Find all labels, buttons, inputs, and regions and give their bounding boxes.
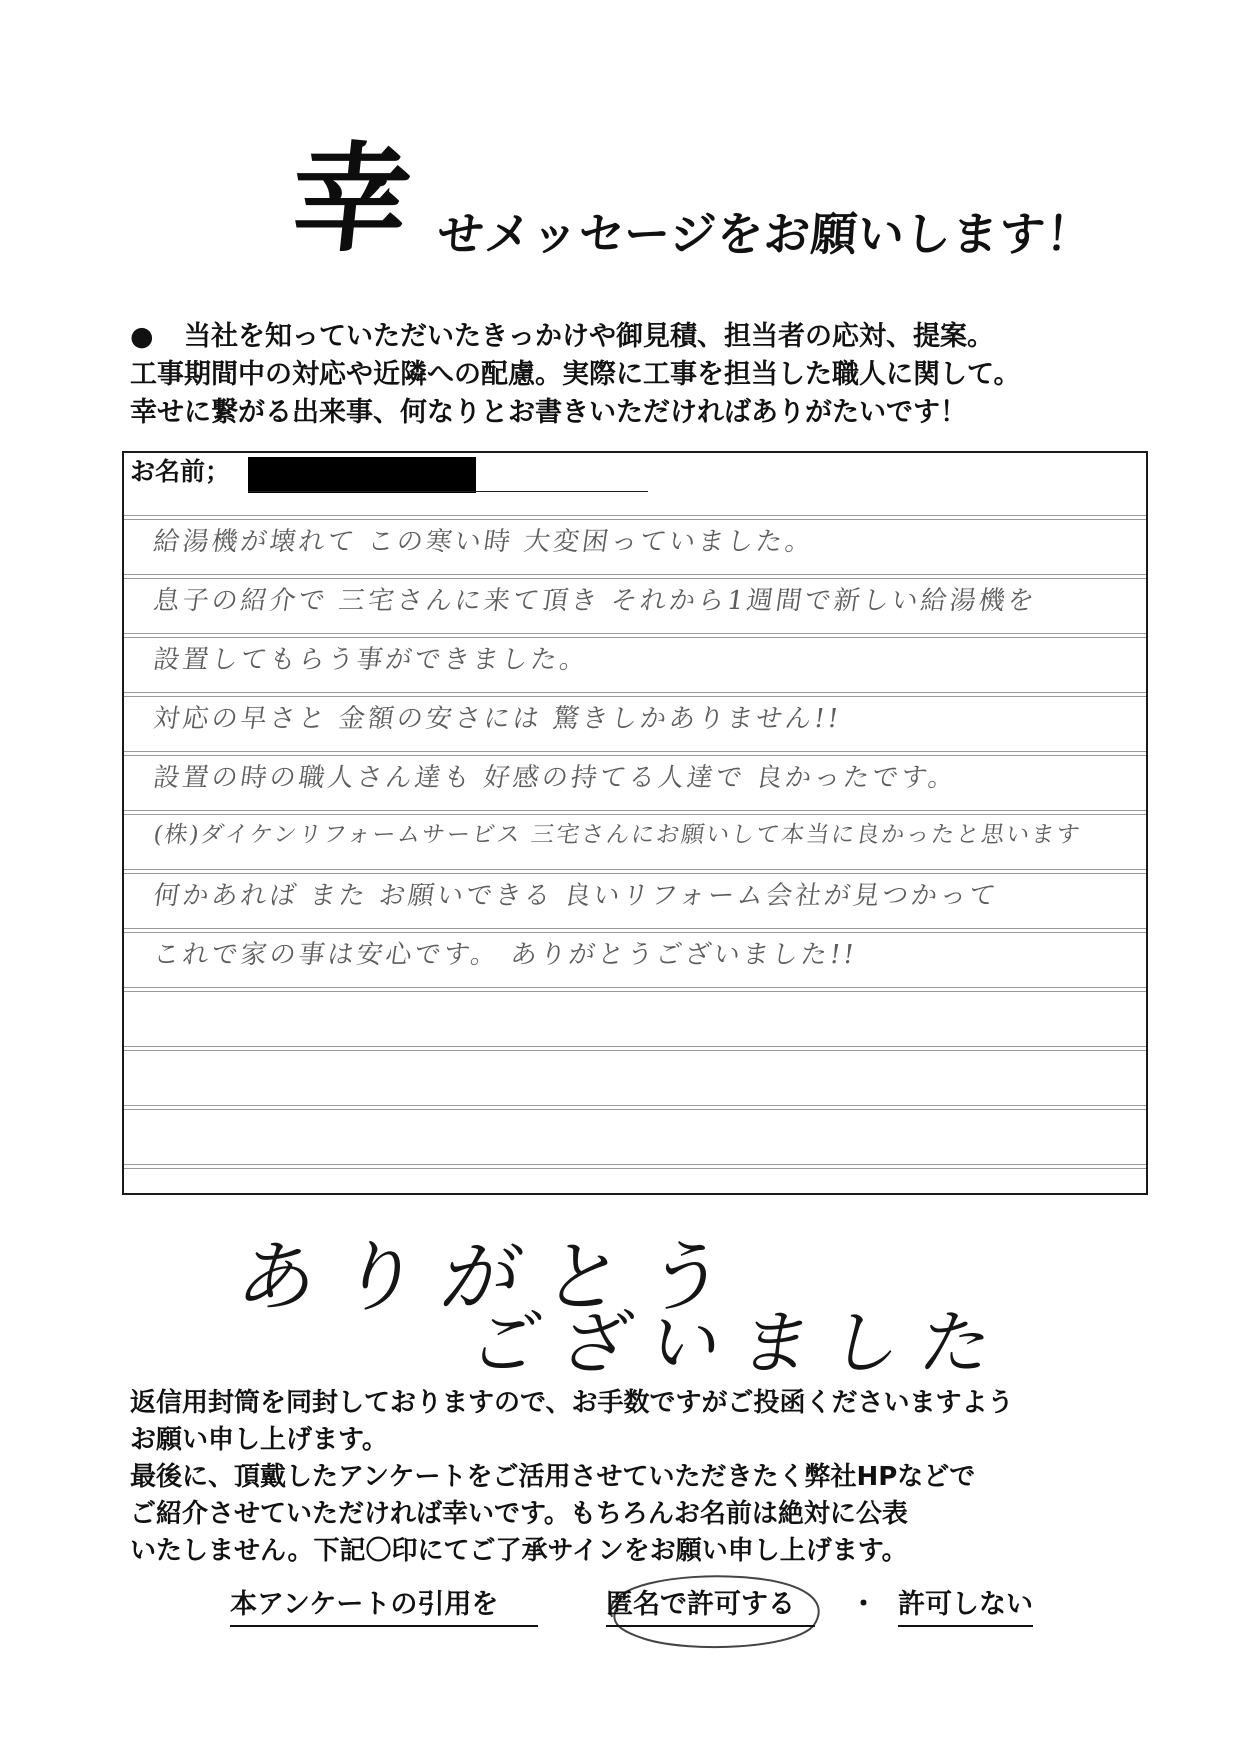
ruled-line	[124, 1046, 1146, 1047]
handwritten-line: 息子の紹介で 三宅さんに来て頂き それから1週間で新しい給湯機を	[151, 586, 1039, 616]
name-underline	[248, 491, 648, 492]
ruled-line	[124, 814, 1146, 815]
bullet-icon: ●	[130, 321, 154, 352]
ruled-line	[124, 1164, 1146, 1165]
thanks-line-1: ありがとう	[230, 1233, 757, 1323]
ruled-line	[124, 574, 1146, 575]
handwritten-line: (株)ダイケンリフォームサービス 三宅さんにお願いして本当に良かったと思います	[151, 822, 1084, 848]
thanks-line-2: ございました	[463, 1302, 1019, 1384]
message-form-box	[122, 451, 1148, 1195]
closing-line: ご紹介させていただければ幸いです。もちろんお名前は絶対に公表	[130, 1499, 908, 1529]
ruled-line	[124, 810, 1146, 811]
option-anonymous-permit[interactable]: 匿名で許可する	[606, 1585, 815, 1627]
name-field	[130, 455, 770, 489]
ruled-line	[124, 1109, 1146, 1110]
ruled-line	[124, 1105, 1146, 1106]
ruled-line	[124, 751, 1146, 752]
consent-label: 本アンケートの引用を	[230, 1585, 538, 1627]
closing-line: 最後に、頂戴したアンケートをご活用させていただきたく弊社HPなどで	[130, 1462, 976, 1492]
ruled-line	[124, 519, 1146, 520]
ruled-line	[124, 633, 1146, 634]
ruled-line	[124, 1168, 1146, 1169]
handwritten-line: 対応の早さと 金額の安さには 驚きしかありません!!	[151, 704, 844, 734]
closing-line: いたしません。下記〇印にてご了承サインをお願い申し上げます。	[130, 1536, 908, 1566]
ruled-line	[124, 755, 1146, 756]
consent-options	[230, 1585, 1070, 1645]
ruled-line	[124, 637, 1146, 638]
name-redaction	[248, 457, 476, 493]
ruled-line	[124, 869, 1146, 870]
handwritten-line: 設置してもらう事ができました。	[151, 645, 591, 675]
option-deny[interactable]: 許可しない	[898, 1585, 1033, 1627]
intro-line: ● 当社を知っていただいたきっかけや御見積、担当者の応対、提案。	[130, 318, 1130, 356]
ruled-line	[124, 515, 1146, 516]
handwritten-line: 設置の時の職人さん達も 好感の持てる人達で 良かったです。	[151, 763, 960, 793]
ruled-line	[124, 987, 1146, 988]
closing-paragraph	[130, 1385, 1130, 1570]
handwritten-line: これで家の事は安心です。 ありがとうございました!!	[151, 940, 859, 970]
thank-you-calligraphy	[230, 1215, 1060, 1384]
option-separator: ・	[850, 1589, 877, 1620]
name-label: お名前；	[130, 457, 231, 486]
ruled-line	[124, 696, 1146, 697]
intro-line: 幸せに繋がる出来事、何なりとお書きいただければありがたいです！	[130, 397, 967, 428]
closing-line: 返信用封筒を同封しておりますので、お手数ですがご投函くださいますよう	[130, 1388, 1014, 1418]
handwritten-line: 給湯機が壊れて この寒い時 大変困っていました。	[151, 527, 817, 557]
ruled-line	[124, 692, 1146, 693]
ruled-line	[124, 991, 1146, 992]
title-brush-kanji: 幸	[284, 129, 418, 268]
intro-line: 工事期間中の対応や近隣への配慮。実際に工事を担当した職人に関して。	[130, 359, 1021, 390]
ruled-line	[124, 873, 1146, 874]
title-text: せメッセージをお願いします！	[435, 207, 1095, 261]
ruled-line	[124, 1050, 1146, 1051]
ruled-line	[124, 932, 1146, 933]
intro-paragraph	[130, 318, 1130, 432]
ruled-line	[124, 578, 1146, 579]
closing-line: お願い申し上げます。	[130, 1425, 388, 1455]
page-title	[284, 129, 1095, 280]
ruled-line	[124, 928, 1146, 929]
handwritten-line: 何かあれば また お願いできる 良いリフォーム会社が見つかって	[151, 881, 1001, 911]
